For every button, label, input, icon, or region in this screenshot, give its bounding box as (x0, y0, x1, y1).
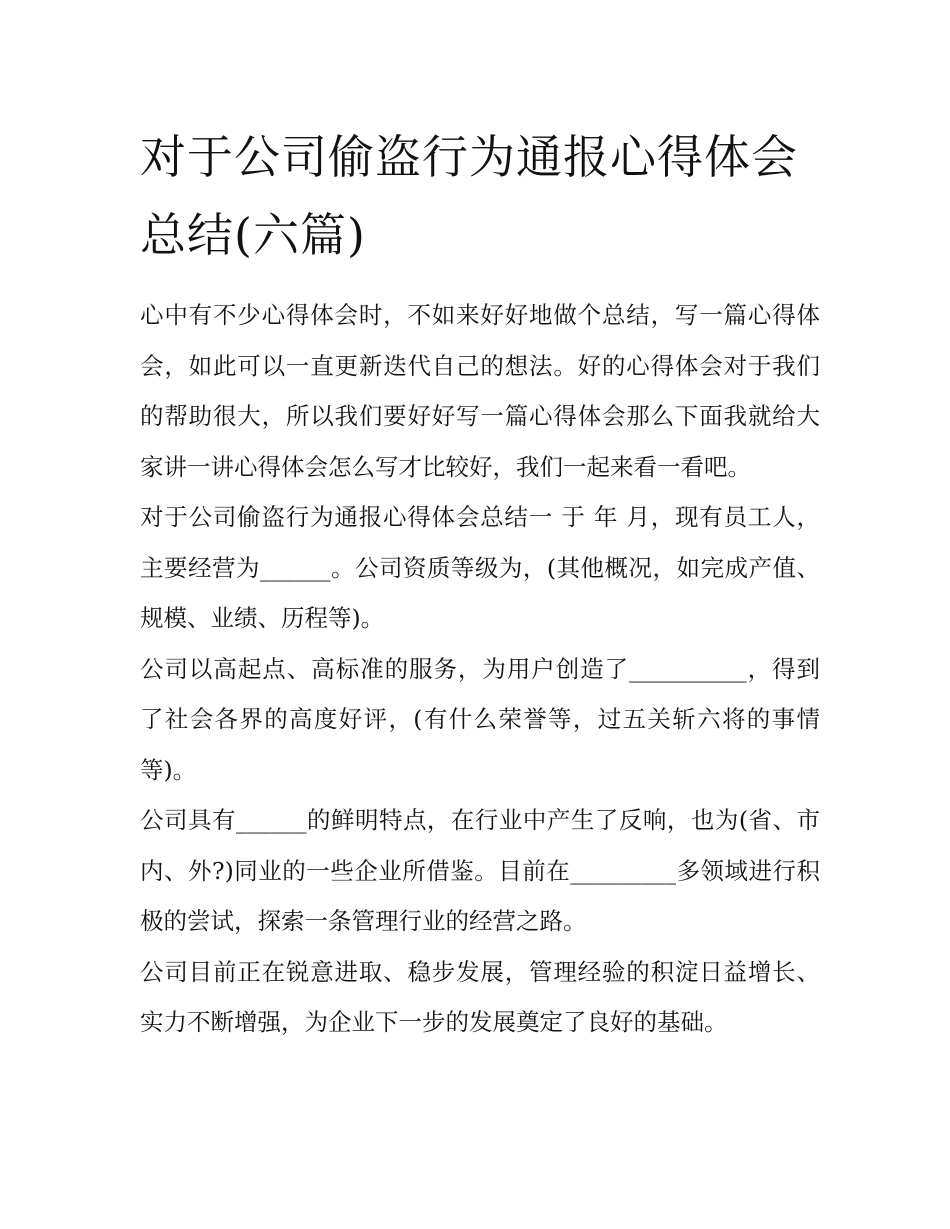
paragraph-intro: 心中有不少心得体会时，不如来好好地做个总结，写一篇心得体会，如此可以一直更新迭代自己的想法。好的心得体会对于我们的帮助很大，所以我们要好好写一篇心得体会那么下面我就给大家讲一讲心得体会怎么写才比较好，我们一起来看一看吧。 (140, 301, 820, 481)
document-body (140, 290, 820, 1048)
paragraph-service: 公司以高起点、高标准的服务，为用户创造了__________，得到了社会各界的高度好评，(有什么荣誉等，过五关斩六将的事情等)。 (140, 654, 820, 784)
paragraph-company-overview: 对于公司偷盗行为通报心得体会总结一 于 年 月，现有员工人，主要经营为______。公司资质等级为，(其他概况，如完成产值、规模、业绩、历程等)。 (140, 503, 820, 632)
paragraph-development: 公司目前正在锐意进取、稳步发展，管理经验的积淀日益增长、实力不断增强，为企业下一步的发展奠定了良好的基础。 (140, 957, 820, 1036)
paragraph-features: 公司具有______的鲜明特点，在行业中产生了反响，也为(省、市内、外?)同业的一些企业所借鉴。目前在_________多领域进行积极的尝试，探索一条管理行业的经营之路。 (140, 806, 820, 935)
document-page (140, 118, 820, 1048)
document-title: 对于公司偷盗行为通报心得体会总结(六篇) (140, 130, 798, 262)
